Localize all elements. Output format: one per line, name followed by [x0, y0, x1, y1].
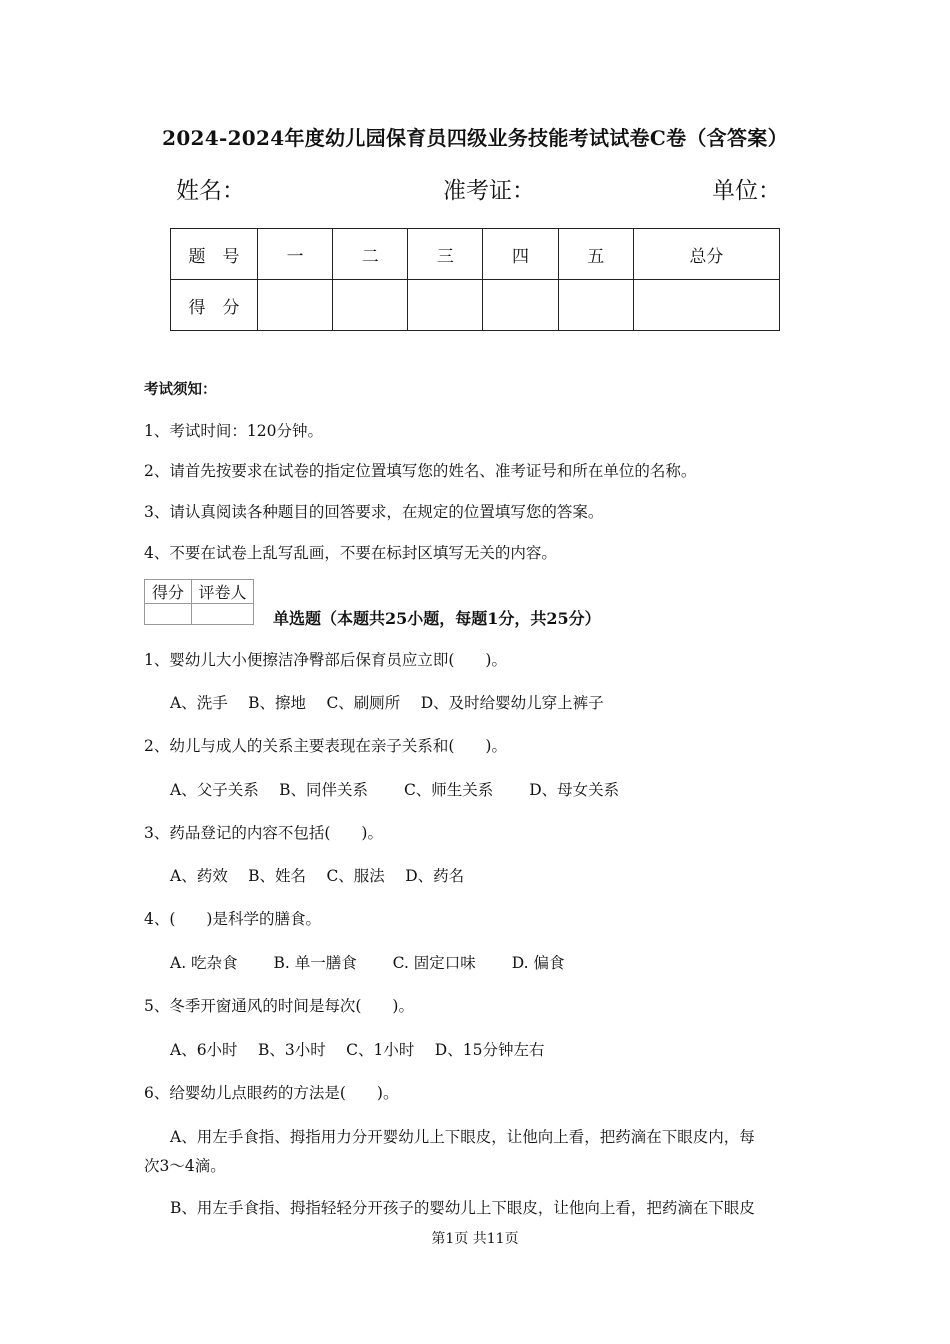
score-table-col-3: 三 [408, 229, 483, 280]
score-table-col-total: 总分 [633, 229, 779, 280]
notice-heading: 考试须知： [144, 381, 217, 398]
score-cell-5[interactable] [558, 280, 633, 331]
question-3-options: A、药效 B、姓名 C、服法 D、药名 [170, 867, 465, 885]
question-2: 2、幼儿与成人的关系主要表现在亲子关系和( )。 [144, 737, 507, 755]
score-table-header-row [171, 229, 780, 280]
score-table-score-row [171, 280, 780, 331]
question-6: 6、给婴幼儿点眼药的方法是( )。 [144, 1084, 399, 1102]
grader-box [144, 579, 254, 625]
notice-item-1: 1、考试时间：120分钟。 [144, 422, 323, 440]
score-table-col-4: 四 [483, 229, 558, 280]
section-heading: 单选题（本题共25小题，每题1分，共25分） [273, 609, 601, 628]
score-table-header-label: 题 号 [171, 229, 258, 280]
exam-id-field-label: 准考证： [443, 178, 535, 204]
grader-box-grader-cell[interactable] [192, 604, 254, 625]
score-cell-3[interactable] [408, 280, 483, 331]
question-3: 3、药品登记的内容不包括( )。 [144, 824, 383, 842]
unit-field-label: 单位： [712, 178, 781, 204]
score-table-col-1: 一 [258, 229, 333, 280]
question-6-option-a-line-2: 次3～4滴。 [144, 1157, 226, 1175]
score-table [170, 228, 780, 331]
score-table-col-2: 二 [333, 229, 408, 280]
notice-item-3: 3、请认真阅读各种题目的回答要求，在规定的位置填写您的答案。 [144, 503, 604, 521]
score-cell-4[interactable] [483, 280, 558, 331]
score-cell-1[interactable] [258, 280, 333, 331]
name-field-label: 姓名： [176, 178, 245, 204]
score-table-col-5: 五 [558, 229, 633, 280]
grader-box-grader-label: 评卷人 [192, 580, 254, 604]
page-footer: 第1页 共11页 [431, 1231, 519, 1247]
question-1-options: A、洗手 B、擦地 C、刷厕所 D、及时给婴幼儿穿上裤子 [170, 694, 604, 712]
question-6-option-b-line-1: B、用左手食指、拇指轻轻分开孩子的婴幼儿上下眼皮，让他向上看，把药滴在下眼皮 [170, 1199, 755, 1217]
score-table-score-label: 得 分 [171, 280, 258, 331]
question-5: 5、冬季开窗通风的时间是每次( )。 [144, 997, 414, 1015]
score-cell-2[interactable] [333, 280, 408, 331]
notice-item-2: 2、请首先按要求在试卷的指定位置填写您的姓名、准考证号和所在单位的名称。 [144, 462, 697, 480]
question-1: 1、婴幼儿大小便擦洁净臀部后保育员应立即( )。 [144, 651, 507, 669]
grader-box-score-cell[interactable] [145, 604, 192, 625]
question-4-options: A. 吃杂食 B. 单一膳食 C. 固定口味 D. 偏食 [170, 954, 565, 972]
notice-item-4: 4、不要在试卷上乱写乱画，不要在标封区填写无关的内容。 [144, 544, 557, 562]
question-2-options: A、父子关系 B、同伴关系 C、师生关系 D、母女关系 [170, 781, 620, 799]
score-cell-total[interactable] [633, 280, 779, 331]
grader-box-score-label: 得分 [145, 580, 192, 604]
question-6-option-a-line-1: A、用左手食指、拇指用力分开婴幼儿上下眼皮，让他向上看，把药滴在下眼皮内，每 [170, 1128, 755, 1146]
question-5-options: A、6小时 B、3小时 C、1小时 D、15分钟左右 [170, 1041, 545, 1059]
exam-title: 2024-2024年度幼儿园保育员四级业务技能考试试卷C卷（含答案） [162, 126, 788, 150]
question-4: 4、( )是科学的膳食。 [144, 910, 321, 928]
